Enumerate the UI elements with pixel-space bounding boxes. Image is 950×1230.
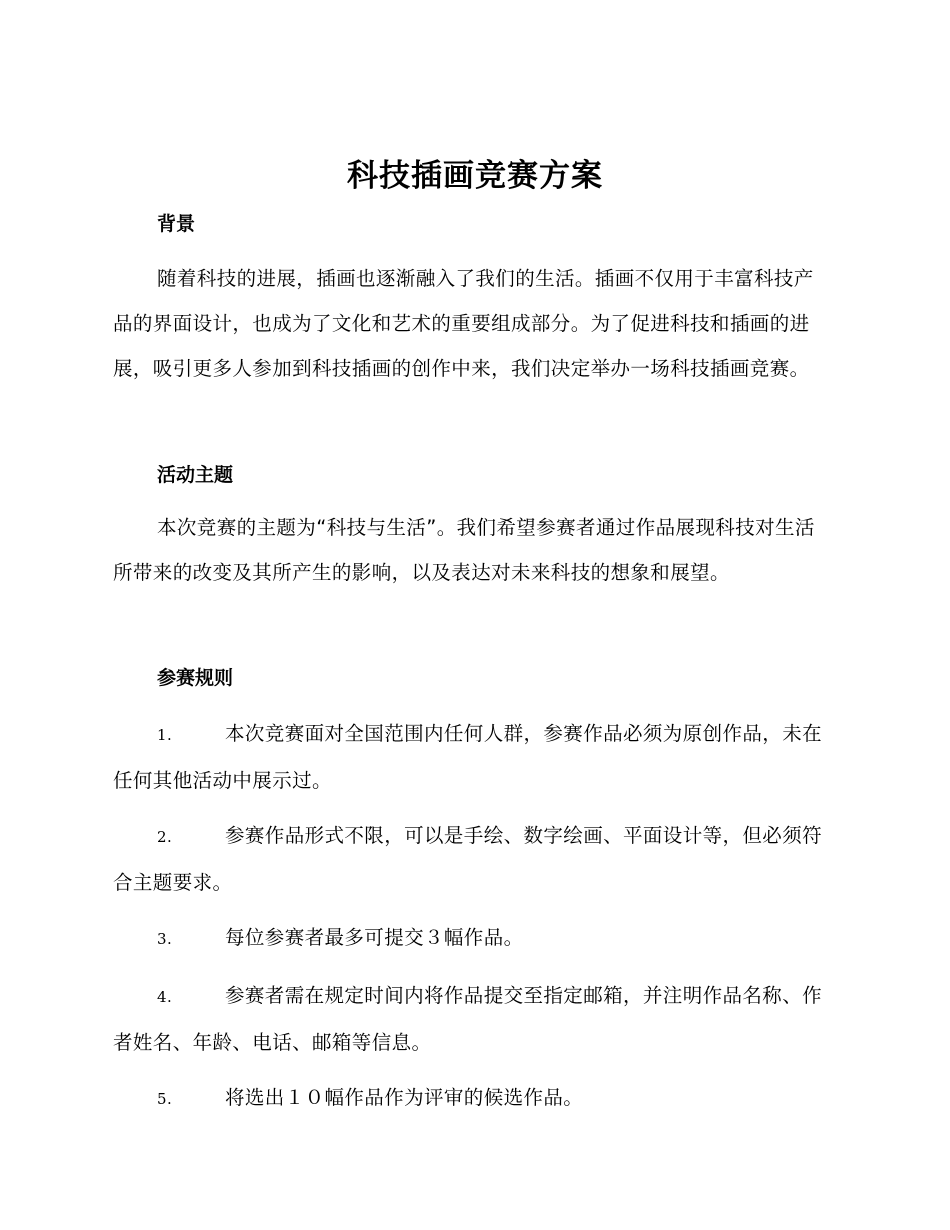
rule-text: 本次竞赛面对全国范围内任何人群，参赛作品必须为原创作品，未在任何其他活动中展示过。 (113, 722, 823, 792)
rule-text: 参赛者需在规定时间内将作品提交至指定邮箱，并注明作品名称、作者姓名、年龄、电话、邮箱等信息。 (113, 984, 823, 1054)
section-heading-background: 背景 (157, 213, 196, 235)
rule-text: 参赛作品形式不限，可以是手绘、数字绘画、平面设计等，但必须符合主题要求。 (113, 824, 823, 894)
rule-item (113, 1075, 837, 1122)
rule-item (113, 711, 837, 803)
rule-item (113, 813, 837, 905)
rule-text: 将选出１０幅作品作为评审的候选作品。 (225, 1086, 584, 1109)
rule-text: 每位参赛者最多可提交３幅作品。 (225, 926, 524, 949)
rule-item (113, 973, 837, 1065)
document-title: 科技插画竞赛方案 (347, 158, 603, 194)
section-heading-theme: 活动主题 (157, 464, 234, 486)
rule-number: 4. (157, 988, 173, 1006)
paragraph-background: 随着科技的进展，插画也逐渐融入了我们的生活。插画不仅用于丰富科技产品的界面设计，也成为了文化和艺术的重要组成部分。为了促进科技和插画的进展，吸引更多人参加到科技插画的创作中来，我们决定举办一场科技插画竞赛。 (113, 267, 814, 380)
paragraph-theme: 本次竞赛的主题为“科技与生活”。我们希望参赛者通过作品展现科技对生活所带来的改变及其所产生的影响，以及表达对未来科技的想象和展望。 (113, 516, 815, 584)
rule-number: 1. (157, 726, 173, 744)
rule-item (113, 915, 837, 962)
rule-number: 3. (157, 930, 173, 948)
section-heading-rules: 参赛规则 (157, 667, 234, 689)
rule-number: 5. (157, 1090, 173, 1108)
rule-number: 2. (157, 828, 173, 846)
